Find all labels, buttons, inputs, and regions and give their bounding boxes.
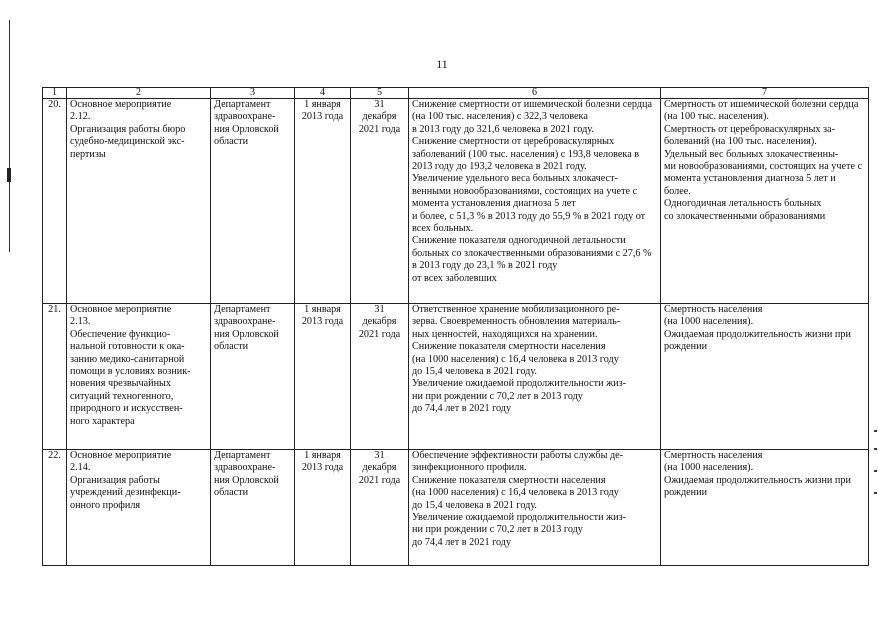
row-number: 20. (43, 99, 67, 304)
end-date-cell: 31 декабря 2021 года (351, 99, 409, 304)
row-number: 21. (43, 304, 67, 450)
start-date-cell: 1 января 2013 года (295, 304, 351, 450)
scan-margin-mark (7, 168, 11, 182)
event-cell: Основное мероприятие 2.14. Организация работы учреждений дезинфекци- онного профиля (67, 450, 211, 566)
executor-cell: Департамент здравоохране- ния Орловской области (211, 304, 295, 450)
end-date-cell: 31 декабря 2021 года (351, 450, 409, 566)
event-cell: Основное мероприятие 2.13. Обеспечение функцио- нальной готовности к ока- занию медико-санитарной помощи в условиях возник- новения чрезвычайных ситуаций техногенного, природного и искусствен- ного характера (67, 304, 211, 450)
event-cell: Основное мероприятие 2.12. Организация работы бюро судебно-медицинской экс- пертизы (67, 99, 211, 304)
column-header: 2 (67, 88, 211, 99)
column-header: 7 (661, 88, 869, 99)
expected-result-cell: Ответственное хранение мобилизационного ре- зерва. Своевременность обновления материаль- ных ценностей, находящихся на хранении. Снижение показателя смертности населения (на 1000 населения) с 16,4 человека в 2013 году до 15,4 человека в 2021 году. Увеличение ожидаемой продолжительности жиз- ни при рождении с 70,2 лет в 2013 году до 74,4 лет в 2021 году (409, 304, 661, 450)
header-row (43, 88, 869, 99)
table-row (43, 99, 869, 304)
program-table (42, 87, 869, 566)
executor-cell: Департамент здравоохране- ния Орловской области (211, 99, 295, 304)
column-header: 3 (211, 88, 295, 99)
expected-result-cell: Снижение смертности от ишемической болезни сердца (на 100 тыс. населения) с 322,3 человека в 2013 году до 321,6 человека в 2021 году. Снижение смертности от цереброваскулярных заболеваний (100 тыс. населения) с 193,8 человека в 2013 году до 193,2 человека в 2021 году. Увеличение удельного веса больных злокачест- венными новообразованиями, состоящих на учете с момента установления диагноза 5 лет и более, с 51,3 % в 2013 году до 55,9 % в 2021 году от всех больных. Снижение показателя одногодичной летальности больных со злокачественными образованиями с 27,6 % в 2013 году до 23,1 % в 2021 году от всех заболевших (409, 99, 661, 304)
executor-cell: Департамент здравоохране- ния Орловской области (211, 450, 295, 566)
page-number: 11 (436, 57, 448, 71)
start-date-cell: 1 января 2013 года (295, 99, 351, 304)
end-date-cell: 31 декабря 2021 года (351, 304, 409, 450)
scan-edge-mark (874, 492, 877, 494)
expected-result-cell: Обеспечение эффективности работы службы де- зинфекционного профиля. Снижение показателя смертности населения (на 1000 населения) с 16,4 человека в 2013 году до 15,4 человека в 2021 году. Увеличение ожидаемой продолжительности жиз- ни при рождении с 70,2 лет в 2013 году до 74,4 лет в 2021 году (409, 450, 661, 566)
indicators-cell: Смертность населения (на 1000 населения). Ожидаемая продолжительность жизни при рождении (661, 304, 869, 450)
indicators-cell: Смертность населения (на 1000 населения). Ожидаемая продолжительность жизни при рождении (661, 450, 869, 566)
column-header: 4 (295, 88, 351, 99)
table-row (43, 304, 869, 450)
column-header: 1 (43, 88, 67, 99)
scan-edge-mark (874, 430, 877, 432)
column-header: 5 (351, 88, 409, 99)
column-header: 6 (409, 88, 661, 99)
row-number: 22. (43, 450, 67, 566)
table-row (43, 450, 869, 566)
indicators-cell: Смертность от ишемической болезни сердца (на 100 тыс. населения). Смертность от цереброваскулярных за- болеваний (на 100 тыс. населения). Удельный вес больных злокачественны- ми новообразованиями, состоящих на учете с момента установления диагноза 5 лет и более. Одногодичная летальность больных со злокачественными образованиями (661, 99, 869, 304)
scan-edge-mark (874, 470, 877, 472)
scan-margin-line (9, 20, 10, 252)
start-date-cell: 1 января 2013 года (295, 450, 351, 566)
scan-edge-mark (874, 448, 877, 450)
